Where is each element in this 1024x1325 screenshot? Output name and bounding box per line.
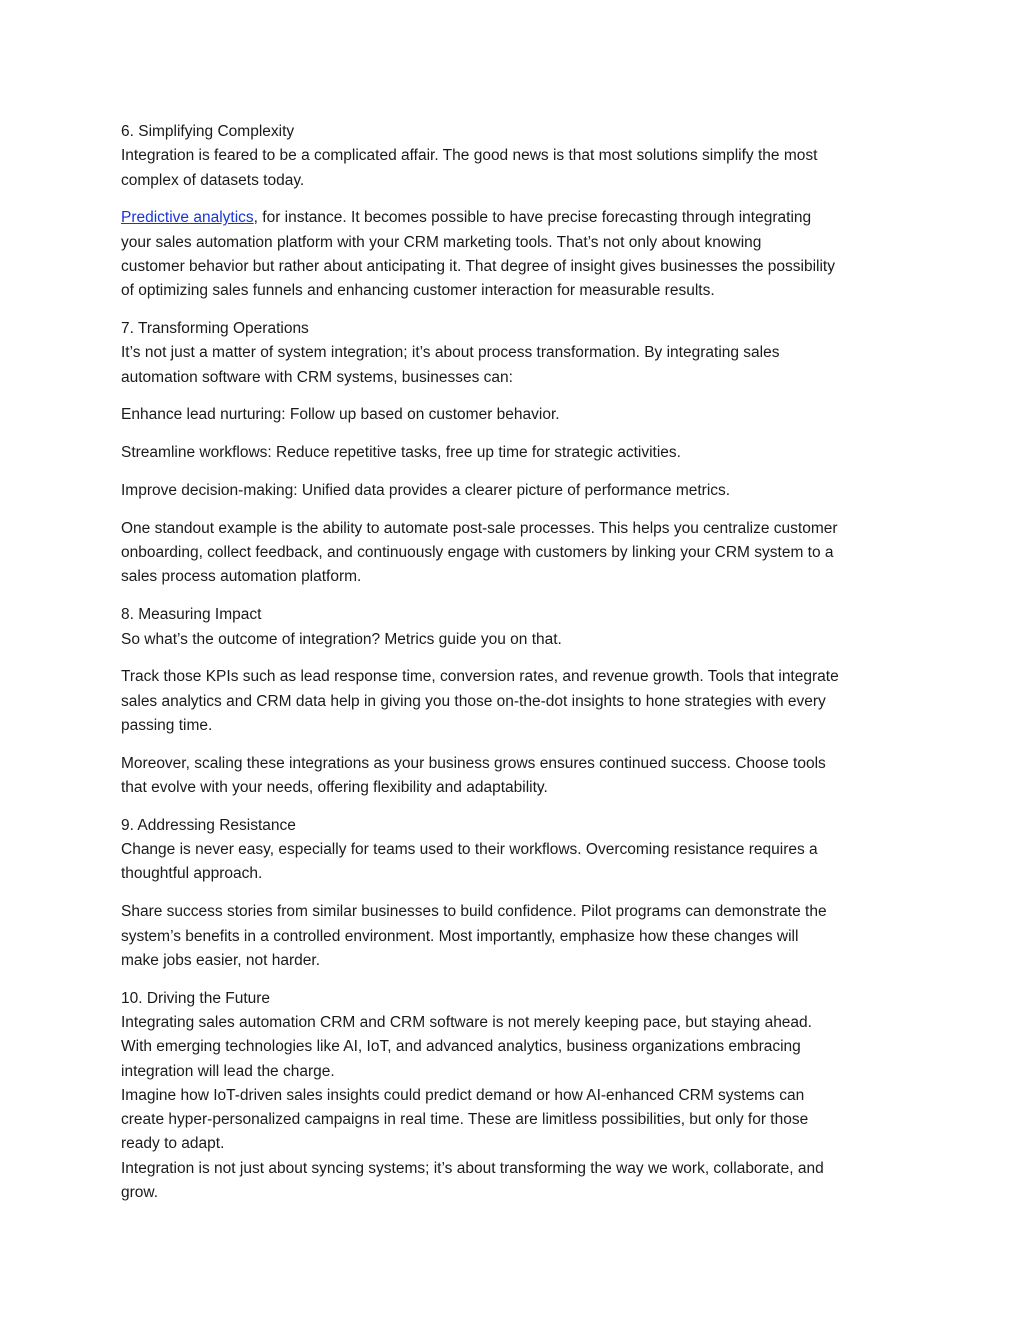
list-item — [121, 479, 911, 503]
list-item — [121, 441, 911, 465]
text-line: Integration is feared to be a complicated affair. The good news is that most solutions simplify the most — [121, 147, 818, 165]
text-line: So what’s the outcome of integration? Metrics guide you on that. — [121, 630, 562, 648]
section-heading: 7. Transforming Operations — [121, 320, 309, 338]
section-10-intro — [121, 987, 911, 1206]
text-line: Improve decision-making: Unified data provides a clearer picture of performance metrics. — [121, 482, 731, 500]
list-item — [121, 403, 911, 427]
text-line — [121, 206, 911, 230]
text-line: thoughtful approach. — [121, 865, 263, 883]
section-heading: 9. Addressing Resistance — [121, 816, 296, 834]
text-line: One standout example is the ability to automate post-sale processes. This helps you centralize customer — [121, 519, 838, 537]
text-line: create hyper-personalized campaigns in real time. These are limitless possibilities, but only for those — [121, 1111, 809, 1129]
text-line: integration will lead the charge. — [121, 1062, 335, 1080]
section-8-paragraph — [121, 665, 911, 738]
text-line: Moreover, scaling these integrations as your business grows ensures continued success. Choose tools — [121, 754, 826, 772]
section-heading: 10. Driving the Future — [121, 989, 271, 1007]
text-line: Track those KPIs such as lead response time, conversion rates, and revenue growth. Tools that integrate — [121, 668, 839, 686]
text-line: Imagine how IoT-driven sales insights could predict demand or how AI-enhanced CRM systems can — [121, 1086, 805, 1104]
text-line: Change is never easy, especially for teams used to their workflows. Overcoming resistance requires a — [121, 841, 818, 859]
text-line: sales analytics and CRM data help in giving you those on-the-dot insights to hone strategies with every — [121, 692, 826, 710]
text-line: system’s benefits in a controlled environment. Most importantly, emphasize how these changes will — [121, 927, 799, 945]
text-line: Share success stories from similar businesses to build confidence. Pilot programs can demonstrate the — [121, 903, 827, 921]
text-line: Enhance lead nurturing: Follow up based on customer behavior. — [121, 406, 560, 424]
section-6-paragraph — [121, 206, 911, 303]
text-line: customer behavior but rather about anticipating it. That degree of insight gives businesses the possibility — [121, 257, 835, 275]
text-line: that evolve with your needs, offering flexibility and adaptability. — [121, 779, 548, 797]
text-line: Integrating sales automation CRM and CRM software is not merely keeping pace, but staying ahead. — [121, 1013, 812, 1031]
section-heading: 6. Simplifying Complexity — [121, 123, 295, 140]
predictive-analytics-link[interactable]: Predictive analytics — [121, 209, 254, 227]
text-line: onboarding, collect feedback, and continuously engage with customers by linking your CRM system to a — [121, 544, 834, 562]
text-line: passing time. — [121, 716, 213, 734]
text-line: make jobs easier, not harder. — [121, 951, 321, 969]
text-line: sales process automation platform. — [121, 568, 362, 586]
text-line: of optimizing sales funnels and enhancing customer interaction for measurable results. — [121, 282, 715, 300]
document-page — [121, 120, 911, 1219]
section-8-paragraph — [121, 752, 911, 801]
section-7-intro — [121, 317, 911, 390]
text-line: With emerging technologies like AI, IoT, and advanced analytics, business organizations embracing — [121, 1038, 801, 1056]
text-line: automation software with CRM systems, businesses can: — [121, 368, 513, 386]
text-line: complex of datasets today. — [121, 171, 305, 189]
text-line: Streamline workflows: Reduce repetitive tasks, free up time for strategic activities. — [121, 444, 681, 462]
section-9-paragraph — [121, 900, 911, 973]
text-line: ready to adapt. — [121, 1135, 225, 1153]
text-fragment: , for instance. It becomes possible to have precise forecasting through integrating — [253, 209, 812, 227]
text-line: grow. — [121, 1183, 159, 1201]
section-6-intro — [121, 120, 911, 193]
section-9-intro — [121, 814, 911, 887]
text-line: your sales automation platform with your CRM marketing tools. That’s not only about knowing — [121, 233, 762, 251]
section-8-intro — [121, 603, 911, 652]
text-line: Integration is not just about syncing systems; it’s about transforming the way we work, collaborate, and — [121, 1159, 824, 1177]
section-heading: 8. Measuring Impact — [121, 606, 262, 624]
text-line: It’s not just a matter of system integration; it’s about process transformation. By integrating sales — [121, 344, 780, 362]
section-7-closing — [121, 517, 911, 590]
